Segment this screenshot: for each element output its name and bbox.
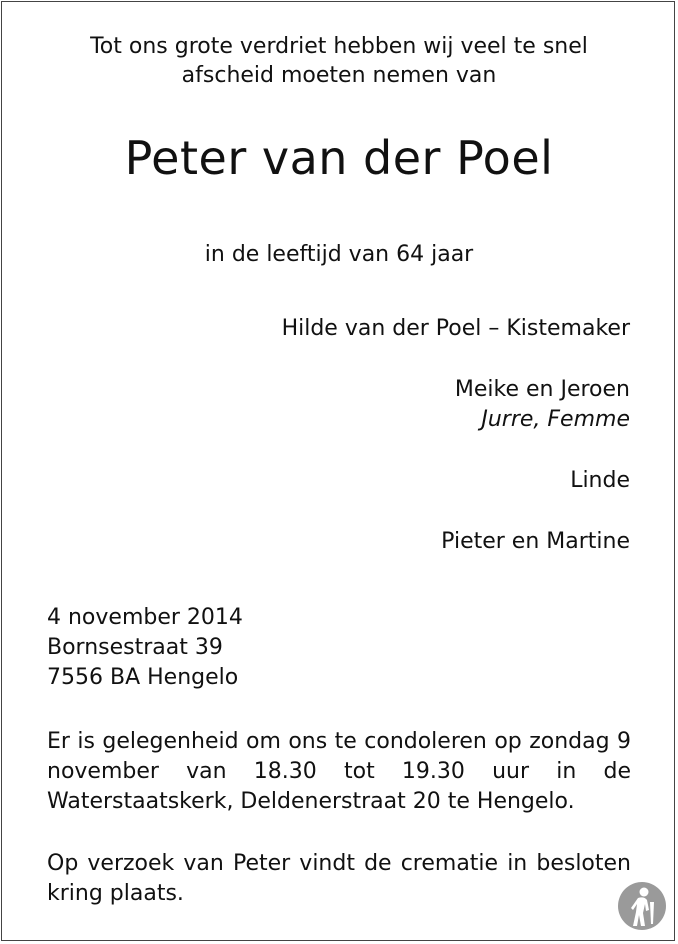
street-line: Bornsestraat 39 — [47, 635, 223, 660]
cremation-paragraph: Op verzoek van Peter vindt de crematie in besloten kring plaats. — [47, 851, 631, 906]
family-children: Jurre, Femme — [481, 407, 630, 432]
deceased-name: Peter van der Poel — [124, 131, 554, 185]
address-block — [47, 603, 243, 693]
family-names: Pieter en Martine — [441, 529, 630, 554]
intro-line-2: afscheid moeten nemen van — [181, 63, 497, 88]
family-names: Hilde van der Poel – Kistemaker — [281, 316, 630, 341]
family-group-pieter — [282, 527, 630, 557]
family-names: Meike en Jeroen — [454, 377, 630, 402]
memorial-figure-icon — [616, 880, 668, 932]
family-group-spouse — [282, 314, 630, 344]
city-line: 7556 BA Hengelo — [47, 665, 239, 690]
date-line: 4 november 2014 — [47, 605, 243, 630]
family-group-meike — [282, 375, 630, 435]
family-group-linde — [282, 466, 630, 496]
intro-line-1: Tot ons grote verdriet hebben wij veel te snel — [90, 34, 588, 59]
family-names: Linde — [570, 468, 630, 493]
age-line: in de leeftijd van 64 jaar — [204, 242, 474, 267]
condolence-paragraph: Er is gelegenheid om ons te condoleren op zondag 9 november van 18.30 tot 19.30 uur in de Waterstaatskerk, Deldenerstraat 20 te Hengelo. — [47, 729, 631, 814]
family-list — [282, 314, 630, 557]
intro-text — [0, 32, 678, 90]
